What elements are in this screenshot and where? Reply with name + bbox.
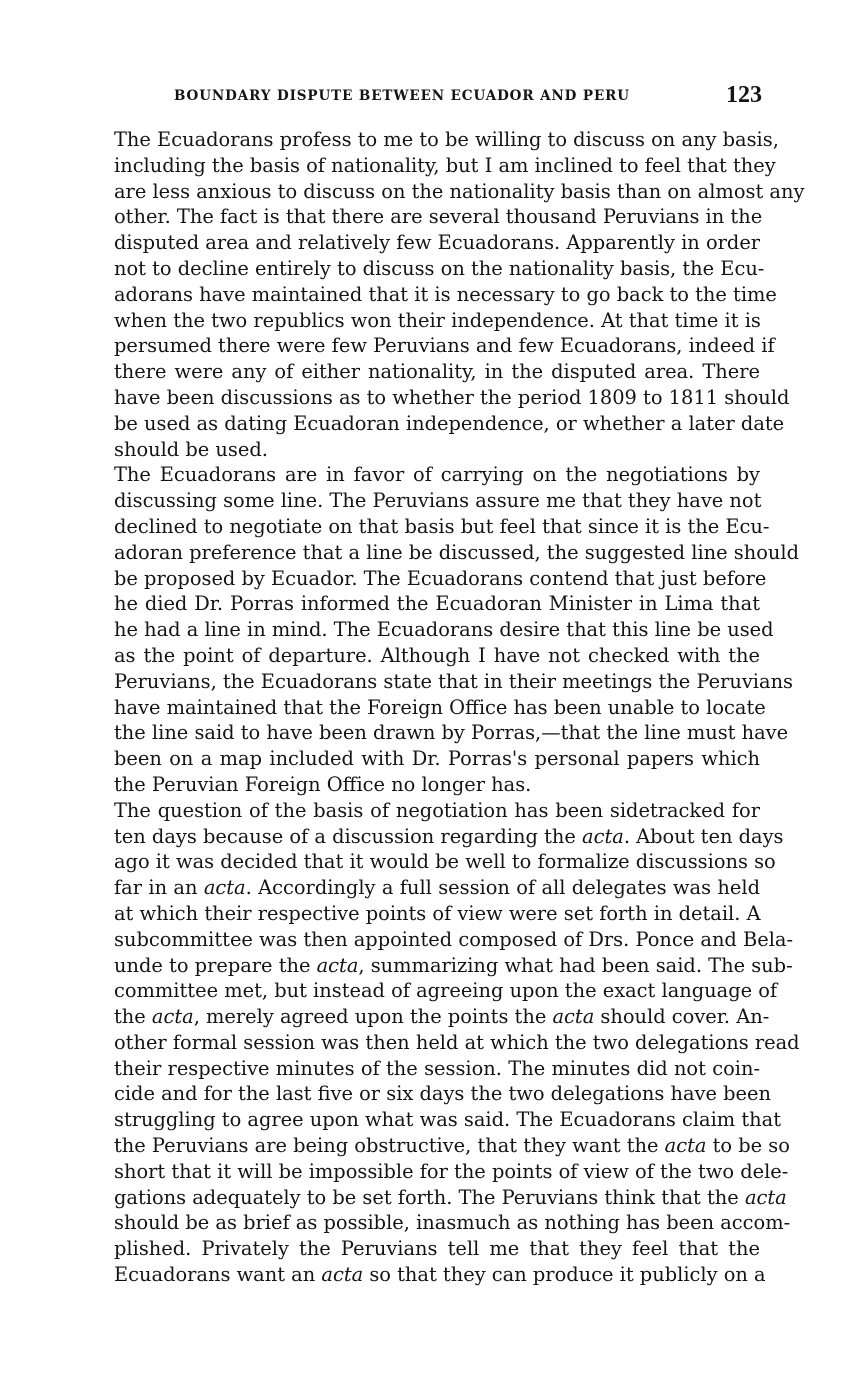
running-title: BOUNDARY DISPUTE BETWEEN ECUADOR AND PERU — [174, 88, 630, 104]
text-line: short that it will be impossible for the points of view of the two dele- — [114, 1159, 789, 1183]
text-line: persumed there were few Peruvians and few Ecuadorans, indeed if — [114, 334, 775, 358]
text-line: other formal session was then held at which the two delegations read — [114, 1030, 800, 1054]
text-line: adoran preference that a line be discussed, the suggested line should — [114, 540, 800, 564]
text-line: subcommittee was then appointed composed of Drs. Ponce and Bela- — [114, 927, 794, 951]
italic-term: acta — [316, 953, 359, 977]
text-line: disputed area and relatively few Ecuadorans. Apparently in order — [114, 231, 761, 255]
text-line: committee met, but instead of agreeing upon the exact language of — [114, 979, 778, 1003]
italic-term: acta — [582, 824, 624, 848]
text-line: have maintained that the Foreign Office has been unable to locate — [114, 695, 766, 719]
paragraph — [92, 798, 800, 1288]
text-line: adorans have maintained that it is necessary to go back to the time — [114, 282, 777, 306]
text-line: are less anxious to discuss on the nationality basis than on almost any — [114, 179, 805, 203]
italic-term: acta — [151, 1005, 194, 1029]
body-text — [92, 127, 805, 1288]
text-line: ten days because of a discussion regarding the acta. About ten days — [114, 824, 784, 848]
text-line: other. The fact is that there are several thousand Peruvians in the — [114, 205, 763, 229]
text-line: the Peruvians are being obstructive, that they want the acta to be so — [114, 1134, 790, 1158]
text-line: there were any of either nationality, in the disputed area. There — [114, 360, 760, 384]
italic-term: acta — [664, 1134, 707, 1158]
text-line: struggling to agree upon what was said. The Ecuadorans claim that — [114, 1108, 781, 1132]
text-line: gations adequately to be set forth. The Peruvians think that the acta — [114, 1185, 787, 1209]
text-line: be used as dating Ecuadoran independence, or whether a later date — [114, 411, 785, 435]
paragraph — [92, 127, 805, 462]
italic-term: acta — [321, 1263, 364, 1287]
text-line: declined to negotiate on that basis but feel that since it is the Ecu- — [114, 514, 770, 538]
text-line: have been discussions as to whether the period 1809 to 1811 should — [114, 385, 790, 409]
text-line: Peruvians, the Ecuadorans state that in their meetings the Peruvians — [114, 669, 794, 693]
text-line: The Ecuadorans profess to me to be willing to discuss on any basis, — [114, 128, 779, 151]
text-line: he had a line in mind. The Ecuadorans desire that this line be used — [114, 618, 774, 642]
text-line: he died Dr. Porras informed the Ecuadoran Minister in Lima that — [114, 592, 760, 616]
text-line: ago it was decided that it would be well to formalize discussions so — [114, 850, 776, 874]
text-line: far in an acta. Accordingly a full session of all delegates was held — [114, 876, 760, 900]
italic-term: acta — [203, 876, 246, 900]
text-line: including the basis of nationality, but I am inclined to feel that they — [114, 153, 776, 177]
text-line: should be as brief as possible, inasmuch as nothing has been accom- — [114, 1211, 791, 1235]
page-number: 123 — [726, 82, 762, 108]
text-line: The question of the basis of negotiation has been sidetracked for — [114, 798, 760, 822]
italic-term: acta — [744, 1185, 787, 1209]
text-line: their respective minutes of the session. The minutes did not coin- — [114, 1056, 760, 1080]
text-line: the Peruvian Foreign Office no longer has. — [114, 772, 532, 796]
text-line: not to decline entirely to discuss on the nationality basis, the Ecu- — [114, 256, 765, 280]
text-line: as the point of departure. Although I have not checked with the — [114, 643, 760, 667]
text-line: plished. Privately the Peruvians tell me that they feel that the — [114, 1237, 760, 1261]
text-line: the line said to have been drawn by Porras,—that the line must have — [114, 721, 789, 745]
text-line: be proposed by Ecuador. The Ecuadorans contend that just before — [114, 566, 767, 590]
text-line: been on a map included with Dr. Porras's personal papers which — [114, 747, 760, 771]
text-line: unde to prepare the acta, summarizing what had been said. The sub- — [114, 953, 793, 977]
text-line: when the two republics won their independence. At that time it is — [114, 308, 761, 332]
running-header — [92, 82, 762, 110]
text-line: discussing some line. The Peruvians assure me that they have not — [114, 489, 762, 513]
text-line: at which their respective points of view were set forth in detail. A — [114, 901, 761, 925]
text-line: the acta, merely agreed upon the points the acta should cover. An- — [114, 1005, 770, 1029]
text-line: Ecuadorans want an acta so that they can produce it publicly on a — [114, 1263, 766, 1287]
text-line: should be used. — [114, 437, 268, 461]
text-line: cide and for the last five or six days the two delegations have been — [114, 1082, 771, 1106]
paragraph — [92, 462, 800, 797]
text-line: The Ecuadorans are in favor of carrying on the negotiations by — [114, 463, 760, 487]
italic-term: acta — [552, 1005, 595, 1029]
